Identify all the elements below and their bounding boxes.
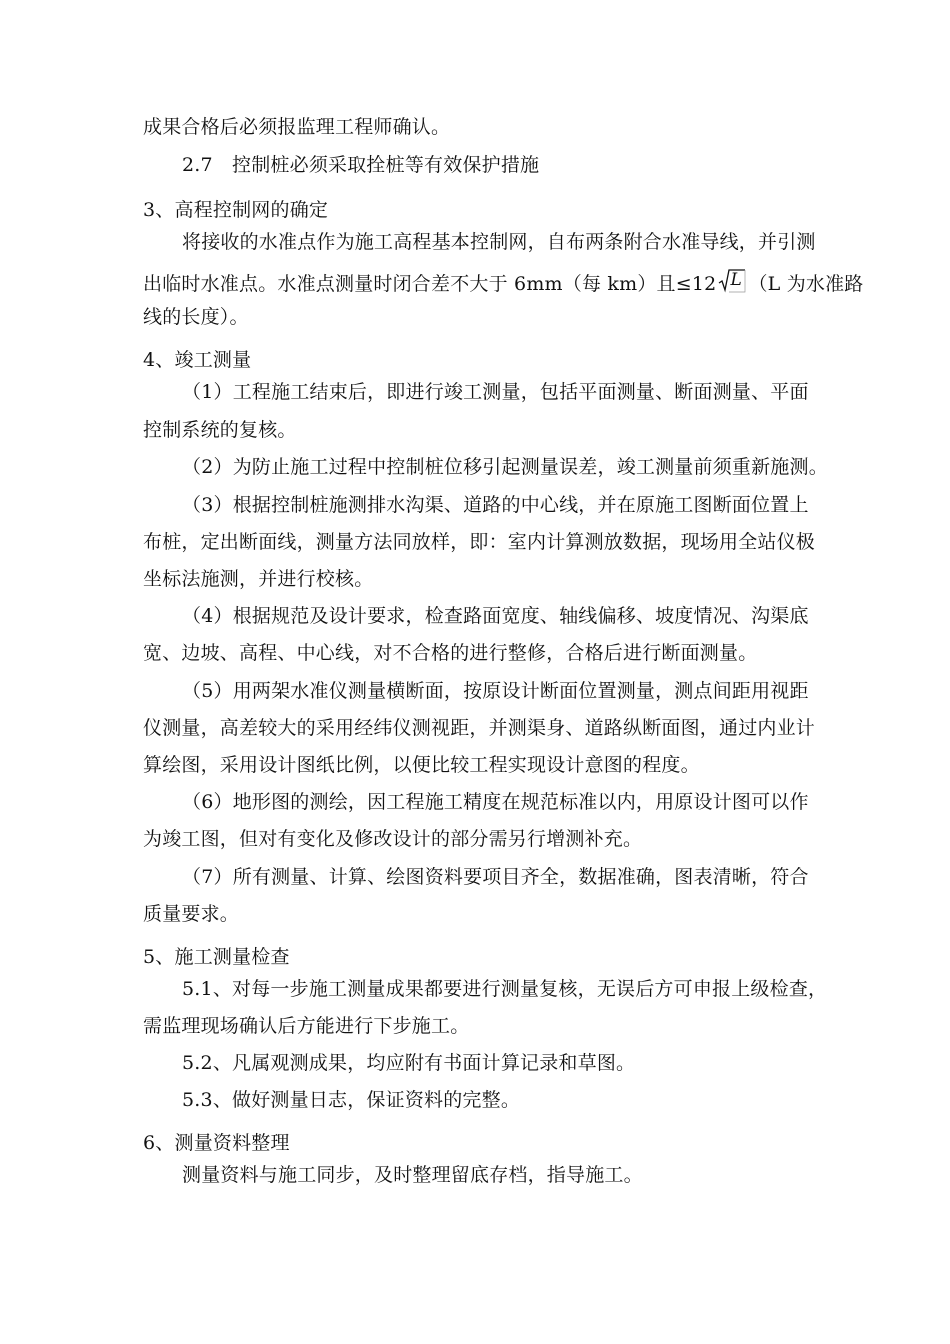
section-6-heading: 6、测量资料整理 [143, 1132, 290, 1154]
text-line: 需监理现场确认后方能进行下步施工。 [143, 1015, 470, 1037]
text-line: （3）根据控制桩施测排水沟渠、道路的中心线，并在原施工图断面位置上 [182, 494, 809, 516]
text-line: （1）工程施工结束后，即进行竣工测量，包括平面测量、断面测量、平面 [182, 381, 809, 403]
text-line: 宽、边坡、高程、中心线，对不合格的进行整修，合格后进行断面测量。 [143, 642, 758, 664]
text-line: 为竣工图，但对有变化及修改设计的部分需另行增测补充。 [143, 828, 643, 850]
text-line: 5.3、做好测量日志，保证资料的完整。 [182, 1089, 521, 1111]
text-line: 质量要求。 [143, 903, 240, 925]
text-line: （5）用两架水准仪测量横断面，按原设计断面位置测量，测点间距用视距 [182, 680, 809, 702]
text-line: 仪测量，高差较大的采用经纬仪测视距，并测渠身、道路纵断面图，通过内业计 [143, 717, 816, 739]
text-line: 将接收的水准点作为施工高程基本控制网，自布两条附合水准导线，并引测 [182, 231, 816, 253]
text-line: （6）地形图的测绘，因工程施工精度在规范标准以内，用原设计图可以作 [182, 791, 809, 813]
text-line: 5.2、凡属观测成果，均应附有书面计算记录和草图。 [182, 1052, 636, 1074]
text-line: 算绘图，采用设计图纸比例，以便比较工程实现设计意图的程度。 [143, 754, 700, 776]
text-line: 5.1、对每一步施工测量成果都要进行测量复核，无误后方可申报上级检查， [182, 978, 828, 1000]
text-line: （4）根据规范及设计要求，检查路面宽度、轴线偏移、坡度情况、沟渠底 [182, 605, 809, 627]
text-line: （7）所有测量、计算、绘图资料要项目齐全，数据准确，图表清晰，符合 [182, 866, 809, 888]
formula-suffix: （L 为水准路 [748, 273, 864, 295]
text-line: 坐标法施测，并进行校核。 [143, 568, 374, 590]
section-3-heading: 3、高程控制网的确定 [143, 199, 329, 221]
formula-radicand: L [730, 270, 742, 290]
text-line: 测量资料与施工同步，及时整理留底存档，指导施工。 [182, 1164, 643, 1186]
text-line: 布桩，定出断面线，测量方法同放样，即：室内计算测放数据，现场用全站仪极 [143, 531, 816, 553]
text-line: 成果合格后必须报监理工程师确认。 [143, 116, 451, 138]
text-line-with-formula [143, 268, 864, 296]
text-line: 线的长度）。 [143, 306, 249, 328]
formula-prefix: 出临时水准点。水准点测量时闭合差不大于 6mm（每 km）且≤12 [143, 273, 717, 295]
section-2-7-heading: 2.7 控制桩必须采取拴桩等有效保护措施 [182, 154, 540, 176]
text-line: （2）为防止施工过程中控制桩位移引起测量误差，竣工测量前须重新施测。 [182, 456, 828, 478]
text-line: 控制系统的复核。 [143, 419, 297, 441]
section-4-heading: 4、竣工测量 [143, 349, 252, 371]
section-5-heading: 5、施工测量检查 [143, 946, 290, 968]
square-root-formula [718, 268, 746, 294]
